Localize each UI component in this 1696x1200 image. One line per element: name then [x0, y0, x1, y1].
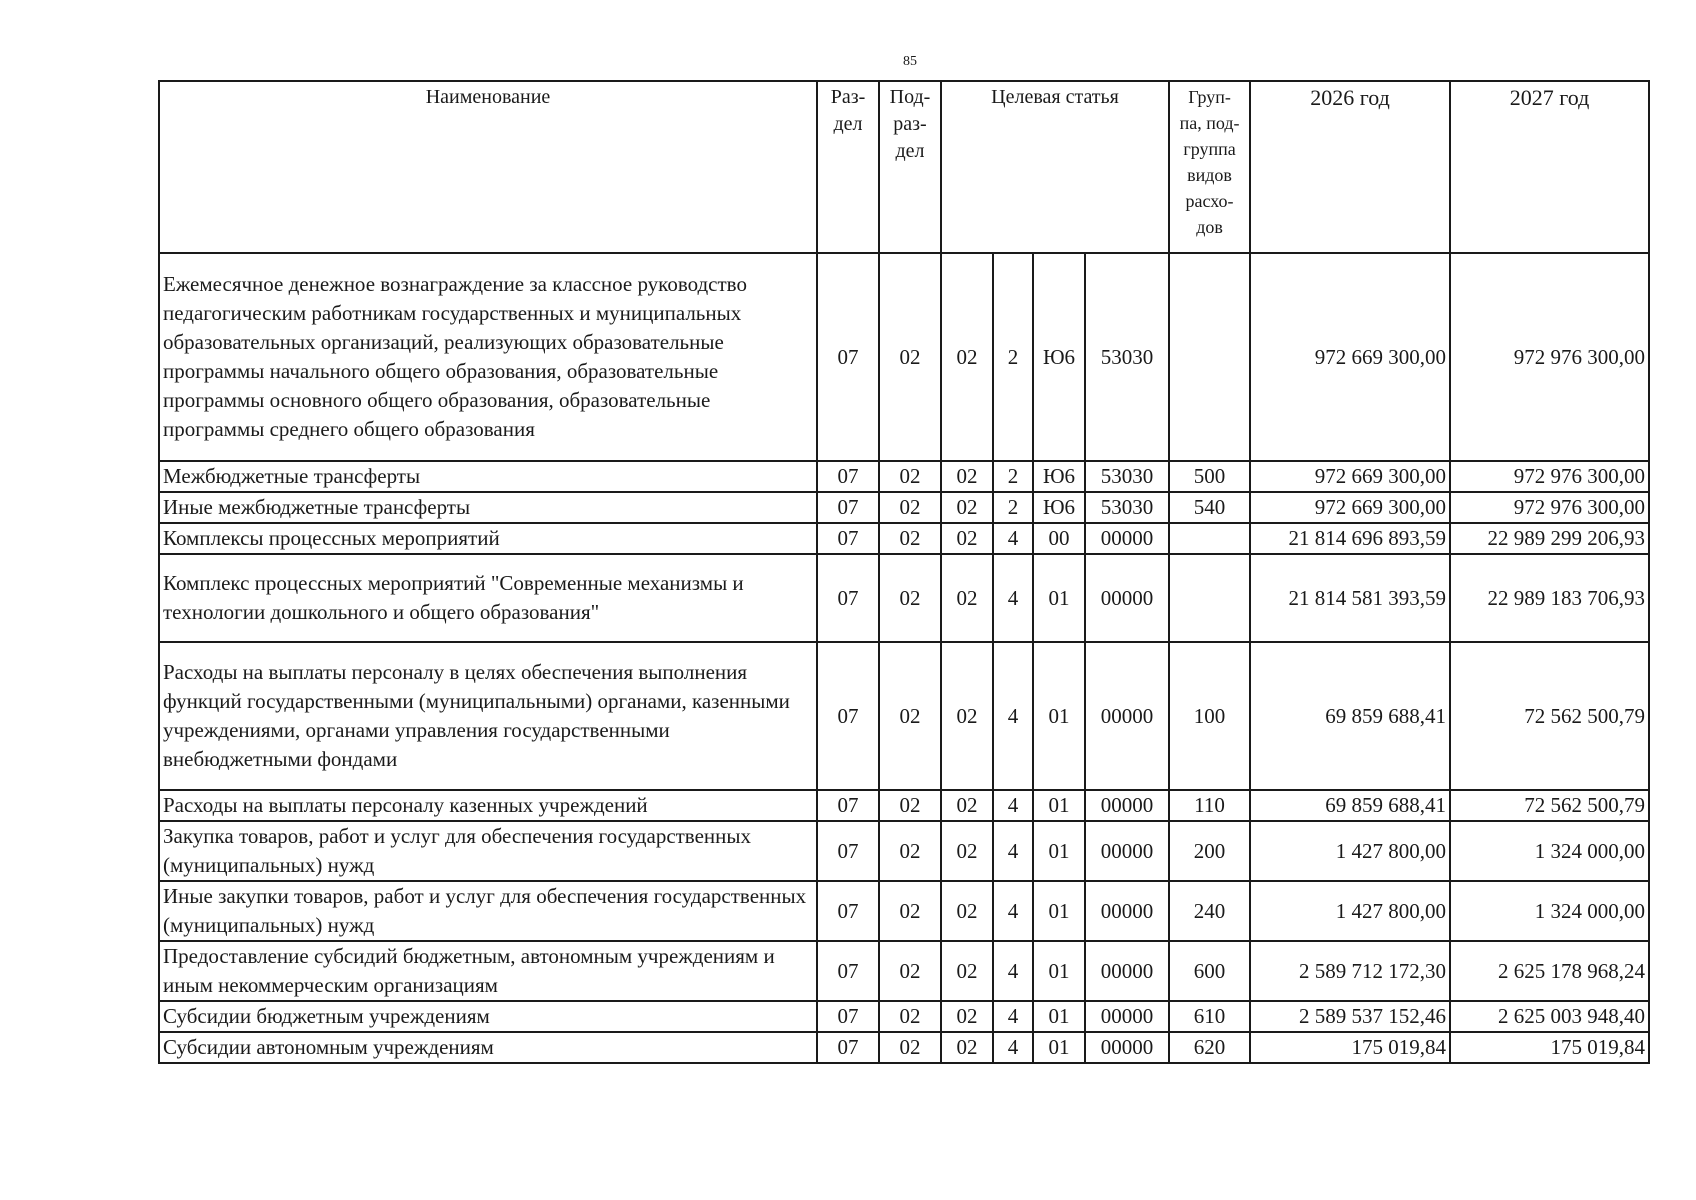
row-target-part-4: 00000	[1085, 523, 1169, 554]
row-expense-group: 610	[1169, 1001, 1250, 1032]
row-expense-group: 540	[1169, 492, 1250, 523]
row-target-part-2: 4	[993, 821, 1033, 881]
row-expense-group: 500	[1169, 461, 1250, 492]
header-year-2027: 2027 год	[1450, 81, 1649, 253]
row-target-part-2: 4	[993, 1032, 1033, 1063]
row-target-part-3: 01	[1033, 941, 1085, 1001]
table-row	[159, 941, 1649, 1001]
table-row	[159, 821, 1649, 881]
table-row	[159, 461, 1649, 492]
row-amount-2026: 69 859 688,41	[1250, 642, 1450, 790]
row-expense-group	[1169, 253, 1250, 461]
row-subsection: 02	[879, 790, 941, 821]
row-amount-2026: 21 814 581 393,59	[1250, 554, 1450, 642]
row-amount-2027: 1 324 000,00	[1450, 821, 1649, 881]
row-target-part-3: 01	[1033, 642, 1085, 790]
row-name: Межбюджетные трансферты	[159, 461, 817, 492]
row-target-part-2: 4	[993, 790, 1033, 821]
row-target-part-4: 00000	[1085, 790, 1169, 821]
row-target-part-3: 01	[1033, 1032, 1085, 1063]
row-target-part-3: 00	[1033, 523, 1085, 554]
row-target-part-4: 00000	[1085, 881, 1169, 941]
row-section: 07	[817, 461, 879, 492]
row-section: 07	[817, 554, 879, 642]
row-target-part-1: 02	[941, 461, 993, 492]
row-target-part-1: 02	[941, 790, 993, 821]
row-target-part-1: 02	[941, 1032, 993, 1063]
table-row	[159, 554, 1649, 642]
row-expense-group: 600	[1169, 941, 1250, 1001]
row-amount-2026: 972 669 300,00	[1250, 492, 1450, 523]
row-target-part-4: 00000	[1085, 821, 1169, 881]
row-subsection: 02	[879, 492, 941, 523]
row-target-part-1: 02	[941, 1001, 993, 1032]
row-target-part-4: 00000	[1085, 941, 1169, 1001]
row-target-part-2: 4	[993, 941, 1033, 1001]
row-target-part-3: 01	[1033, 790, 1085, 821]
row-target-part-3: Ю6	[1033, 253, 1085, 461]
header-name: Наименование	[159, 81, 817, 253]
row-expense-group: 110	[1169, 790, 1250, 821]
row-amount-2026: 175 019,84	[1250, 1032, 1450, 1063]
row-name: Иные межбюджетные трансферты	[159, 492, 817, 523]
row-name: Расходы на выплаты персоналу казенных учреждений	[159, 790, 817, 821]
row-target-part-3: 01	[1033, 821, 1085, 881]
header-section: Раз- дел	[817, 81, 879, 253]
table-body	[159, 253, 1649, 1063]
row-amount-2026: 69 859 688,41	[1250, 790, 1450, 821]
row-amount-2026: 21 814 696 893,59	[1250, 523, 1450, 554]
row-amount-2026: 972 669 300,00	[1250, 461, 1450, 492]
row-target-part-2: 4	[993, 554, 1033, 642]
row-target-part-2: 4	[993, 523, 1033, 554]
row-amount-2027: 72 562 500,79	[1450, 790, 1649, 821]
row-amount-2027: 972 976 300,00	[1450, 492, 1649, 523]
row-target-part-4: 53030	[1085, 461, 1169, 492]
row-target-part-1: 02	[941, 253, 993, 461]
row-target-part-3: 01	[1033, 881, 1085, 941]
row-target-part-3: 01	[1033, 1001, 1085, 1032]
row-subsection: 02	[879, 1032, 941, 1063]
row-subsection: 02	[879, 523, 941, 554]
row-target-part-2: 4	[993, 1001, 1033, 1032]
header-expense-group: Груп- па, под- группа видов расхо- дов	[1169, 81, 1250, 253]
row-amount-2027: 972 976 300,00	[1450, 253, 1649, 461]
row-name: Ежемесячное денежное вознаграждение за классное руководство педагогическим работникам государственных и муниципальных образовательных организаций, реализующих образовательные программы начального общего образования, образовательные программы основного общего образования, образовательные программы среднего общего образования	[159, 253, 817, 461]
row-target-part-1: 02	[941, 821, 993, 881]
row-expense-group: 240	[1169, 881, 1250, 941]
row-target-part-4: 00000	[1085, 1001, 1169, 1032]
row-amount-2026: 972 669 300,00	[1250, 253, 1450, 461]
table-row	[159, 1001, 1649, 1032]
table-row	[159, 1032, 1649, 1063]
row-target-part-1: 02	[941, 523, 993, 554]
row-target-part-3: Ю6	[1033, 492, 1085, 523]
row-subsection: 02	[879, 554, 941, 642]
row-amount-2027: 2 625 003 948,40	[1450, 1001, 1649, 1032]
row-amount-2027: 972 976 300,00	[1450, 461, 1649, 492]
table-header-row	[159, 81, 1649, 253]
row-target-part-1: 02	[941, 492, 993, 523]
row-section: 07	[817, 881, 879, 941]
row-amount-2027: 1 324 000,00	[1450, 881, 1649, 941]
row-subsection: 02	[879, 642, 941, 790]
row-target-part-1: 02	[941, 554, 993, 642]
row-target-part-1: 02	[941, 642, 993, 790]
row-target-part-4: 00000	[1085, 554, 1169, 642]
row-section: 07	[817, 523, 879, 554]
row-section: 07	[817, 253, 879, 461]
row-target-part-2: 2	[993, 253, 1033, 461]
table-row	[159, 523, 1649, 554]
row-section: 07	[817, 1032, 879, 1063]
header-year-2026: 2026 год	[1250, 81, 1450, 253]
row-section: 07	[817, 821, 879, 881]
row-target-part-2: 4	[993, 881, 1033, 941]
row-amount-2026: 2 589 712 172,30	[1250, 941, 1450, 1001]
row-amount-2026: 1 427 800,00	[1250, 821, 1450, 881]
row-target-part-1: 02	[941, 881, 993, 941]
table-row	[159, 492, 1649, 523]
row-name: Иные закупки товаров, работ и услуг для обеспечения государственных (муниципальных) нужд	[159, 881, 817, 941]
table-row	[159, 790, 1649, 821]
row-amount-2026: 2 589 537 152,46	[1250, 1001, 1450, 1032]
row-subsection: 02	[879, 881, 941, 941]
row-section: 07	[817, 642, 879, 790]
row-name: Расходы на выплаты персоналу в целях обеспечения выполнения функций государственными (муниципальными) органами, казенными учреждениями, органами управления государственными внебюджетными фондами	[159, 642, 817, 790]
row-section: 07	[817, 790, 879, 821]
row-name: Комплекс процессных мероприятий "Современные механизмы и технологии дошкольного и общего образования"	[159, 554, 817, 642]
row-subsection: 02	[879, 1001, 941, 1032]
row-target-part-4: 53030	[1085, 492, 1169, 523]
row-expense-group: 200	[1169, 821, 1250, 881]
row-expense-group	[1169, 554, 1250, 642]
row-name: Предоставление субсидий бюджетным, автономным учреждениям и иным некоммерческим организациям	[159, 941, 817, 1001]
row-name: Комплексы процессных мероприятий	[159, 523, 817, 554]
row-target-part-1: 02	[941, 941, 993, 1001]
row-amount-2027: 22 989 299 206,93	[1450, 523, 1649, 554]
table-row	[159, 881, 1649, 941]
row-subsection: 02	[879, 941, 941, 1001]
row-amount-2027: 72 562 500,79	[1450, 642, 1649, 790]
row-subsection: 02	[879, 253, 941, 461]
budget-table	[158, 80, 1650, 1064]
row-amount-2026: 1 427 800,00	[1250, 881, 1450, 941]
page-number: 85	[903, 54, 917, 69]
row-amount-2027: 175 019,84	[1450, 1032, 1649, 1063]
header-subsection: Под- раз- дел	[879, 81, 941, 253]
row-target-part-4: 00000	[1085, 642, 1169, 790]
row-expense-group: 100	[1169, 642, 1250, 790]
row-target-part-2: 2	[993, 492, 1033, 523]
row-section: 07	[817, 492, 879, 523]
row-target-part-4: 53030	[1085, 253, 1169, 461]
row-name: Субсидии бюджетным учреждениям	[159, 1001, 817, 1032]
table-row	[159, 253, 1649, 461]
row-amount-2027: 22 989 183 706,93	[1450, 554, 1649, 642]
row-target-part-4: 00000	[1085, 1032, 1169, 1063]
row-section: 07	[817, 941, 879, 1001]
row-expense-group	[1169, 523, 1250, 554]
row-section: 07	[817, 1001, 879, 1032]
row-subsection: 02	[879, 461, 941, 492]
table-row	[159, 642, 1649, 790]
row-subsection: 02	[879, 821, 941, 881]
header-target-article: Целевая статья	[941, 81, 1169, 253]
row-name: Субсидии автономным учреждениям	[159, 1032, 817, 1063]
row-name: Закупка товаров, работ и услуг для обеспечения государственных (муниципальных) нужд	[159, 821, 817, 881]
row-target-part-3: 01	[1033, 554, 1085, 642]
row-target-part-2: 4	[993, 642, 1033, 790]
row-target-part-3: Ю6	[1033, 461, 1085, 492]
row-amount-2027: 2 625 178 968,24	[1450, 941, 1649, 1001]
row-expense-group: 620	[1169, 1032, 1250, 1063]
row-target-part-2: 2	[993, 461, 1033, 492]
